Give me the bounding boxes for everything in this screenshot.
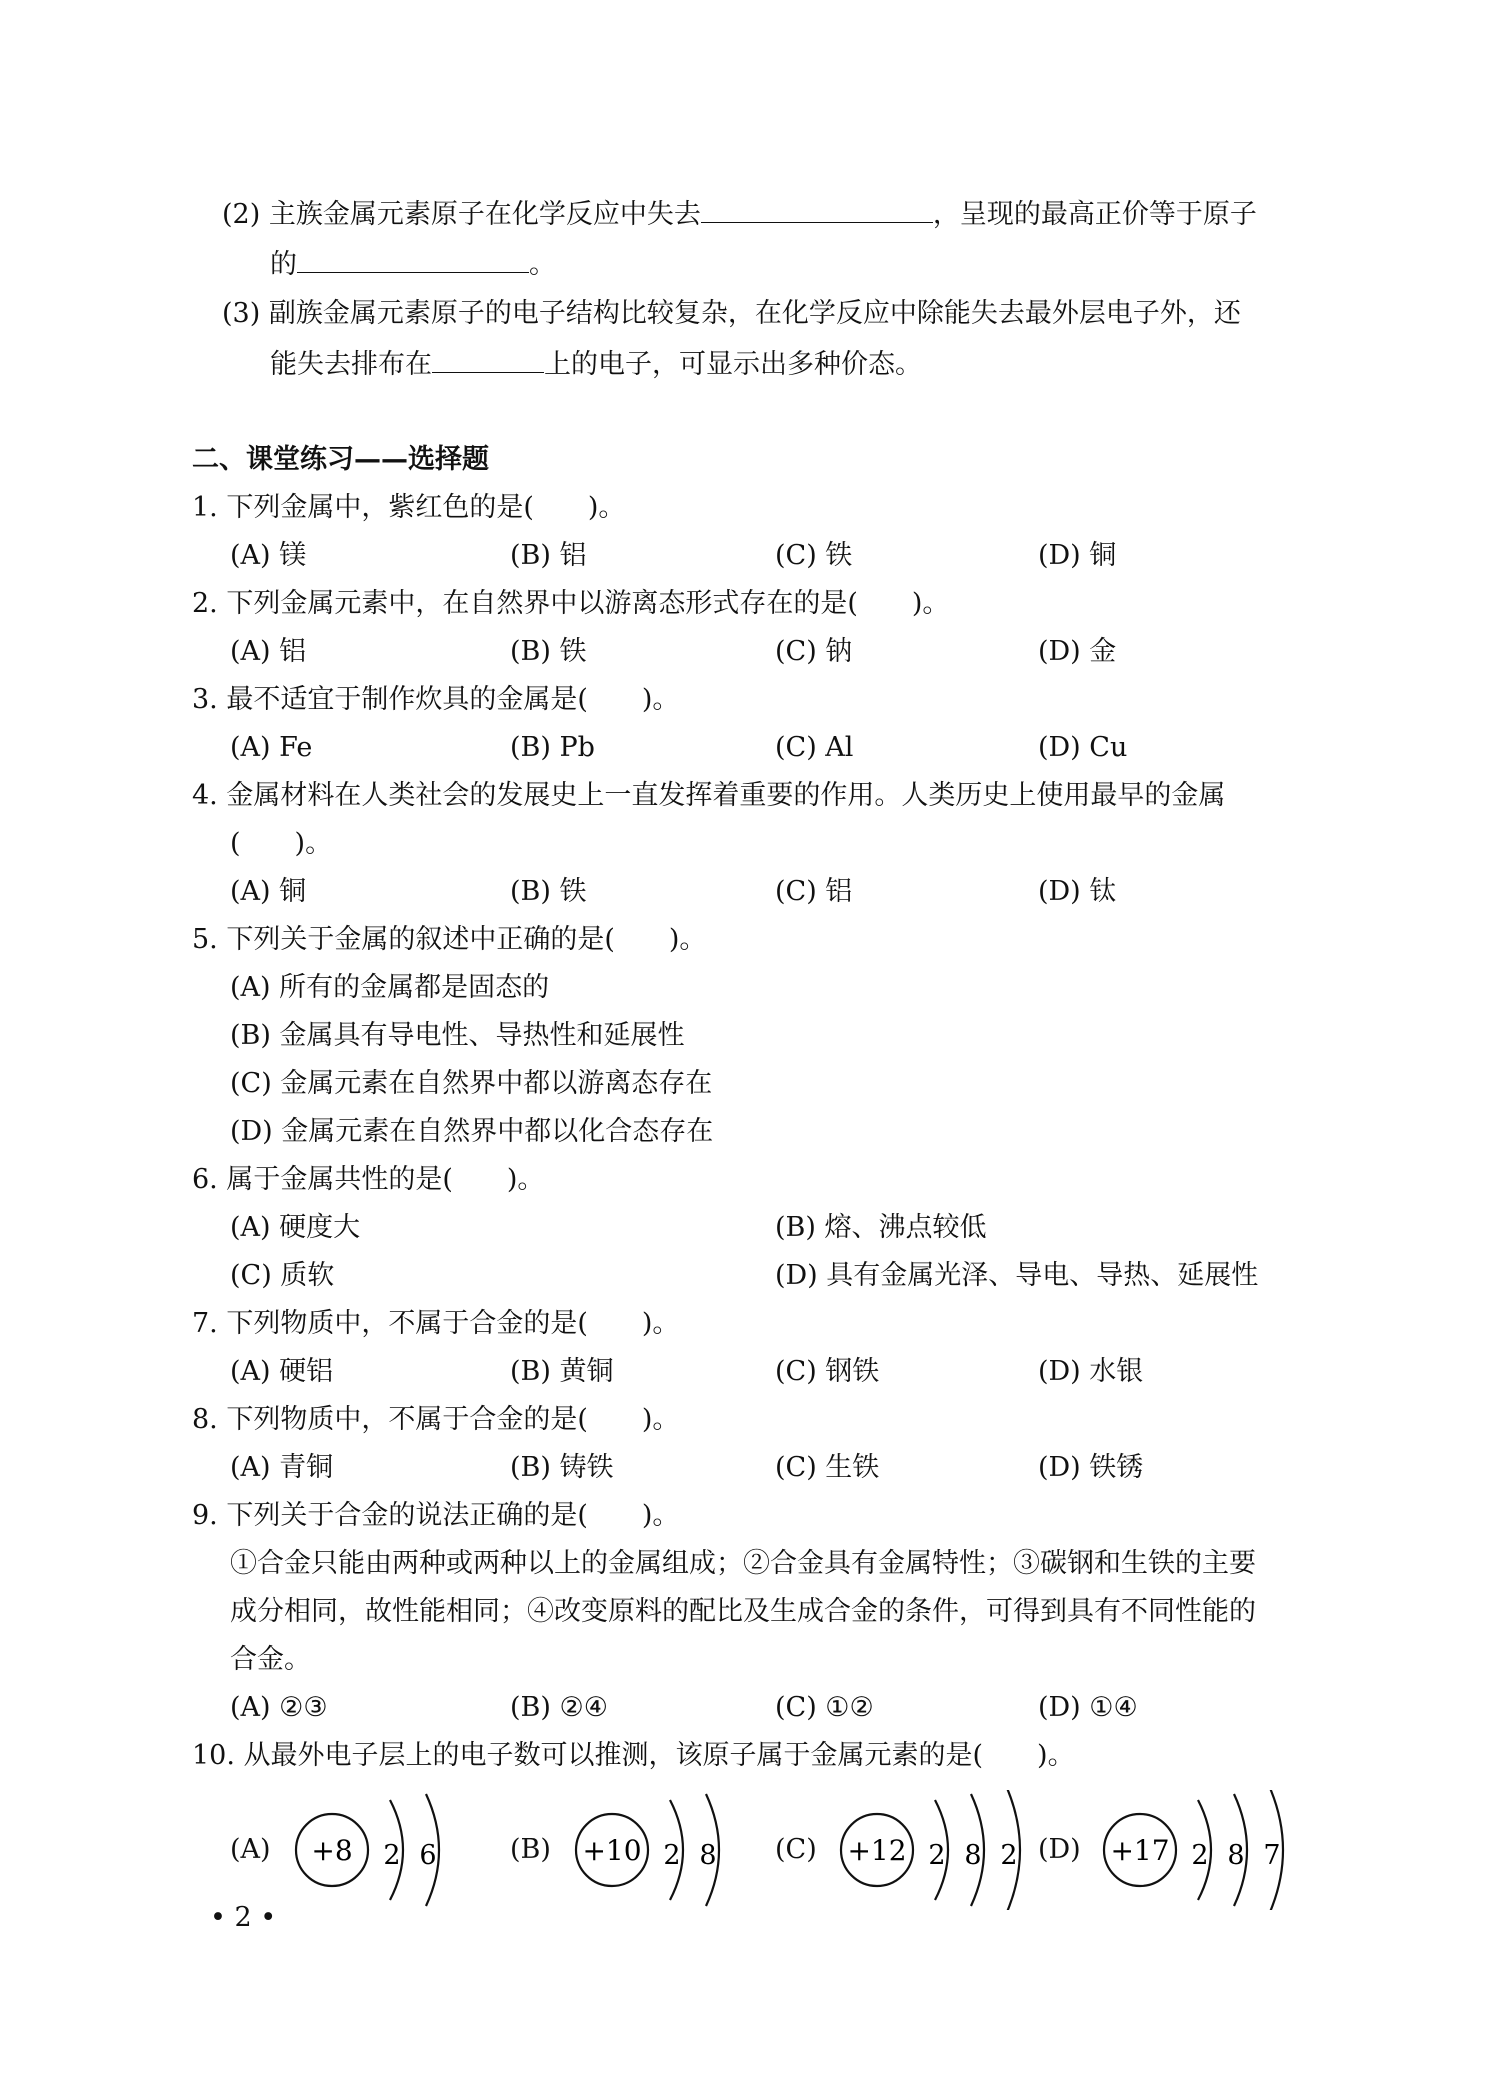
question-10-stem: 10. 从最外电子层上的电子数可以推测，该原子属于金属元素的是( )。 xyxy=(192,1740,1075,1771)
shell-electron-count: 8 xyxy=(964,1840,982,1871)
q7-option-a[interactable]: (A) 硬铝 xyxy=(230,1356,334,1387)
item2-line2 xyxy=(270,246,556,283)
q6-option-d[interactable]: (D) 具有金属光泽、导电、导热、延展性 xyxy=(775,1260,1259,1291)
atom-option-label[interactable]: (B) xyxy=(510,1834,551,1865)
item2-line1 xyxy=(222,196,1257,233)
item3-text-pre2: 能失去排布在 xyxy=(270,349,432,380)
q4-option-d[interactable]: (D) 钛 xyxy=(1038,876,1117,907)
question-6-stem: 6. 属于金属共性的是( )。 xyxy=(192,1164,545,1195)
item2-text-pre2: 的 xyxy=(270,249,297,280)
atom-structure-diagram xyxy=(570,1790,772,1910)
q3-option-d[interactable]: (D) Cu xyxy=(1038,732,1128,763)
q3-option-a[interactable]: (A) Fe xyxy=(230,732,313,763)
shell-electron-count: 8 xyxy=(699,1840,717,1871)
q9-option-b[interactable]: (B) ②④ xyxy=(510,1692,608,1723)
question-2-stem: 2. 下列金属元素中，在自然界中以游离态形式存在的是( )。 xyxy=(192,588,950,619)
q7-option-d[interactable]: (D) 水银 xyxy=(1038,1356,1144,1387)
shell-electron-count: 2 xyxy=(383,1840,401,1871)
shell-electron-count: 2 xyxy=(663,1840,681,1871)
page-number: • 2 • xyxy=(210,1902,277,1933)
question-9-body-line: 合金。 xyxy=(230,1644,311,1675)
q3-option-b[interactable]: (B) Pb xyxy=(510,732,595,763)
item3-text-post2: 上的电子，可显示出多种价态。 xyxy=(544,349,922,380)
item3-line2 xyxy=(270,346,922,383)
q8-option-a[interactable]: (A) 青铜 xyxy=(230,1452,334,1483)
question-9-stem: 9. 下列关于合金的说法正确的是( )。 xyxy=(192,1500,680,1531)
nucleus-charge: +17 xyxy=(1110,1834,1170,1867)
question-4-stem: 4. 金属材料在人类社会的发展史上一直发挥着重要的作用。人类历史上使用最早的金属 xyxy=(192,780,1226,811)
q4-option-c[interactable]: (C) 铝 xyxy=(775,876,853,907)
q5-option-b[interactable]: (B) 金属具有导电性、导热性和延展性 xyxy=(230,1020,685,1051)
item2-text-post: ，呈现的最高正价等于原子 xyxy=(932,199,1257,230)
item2-text-pre: 主族金属元素原子在化学反应中失去 xyxy=(268,199,701,230)
atom-option-label[interactable]: (D) xyxy=(1038,1834,1081,1865)
atom-structure-diagram xyxy=(1098,1790,1338,1910)
q1-option-d[interactable]: (D) 铜 xyxy=(1038,540,1117,571)
q4-option-a[interactable]: (A) 铜 xyxy=(230,876,307,907)
question-1-stem: 1. 下列金属中，紫红色的是( )。 xyxy=(192,492,626,523)
item2-number: (2) xyxy=(222,199,261,230)
shell-electron-count: 8 xyxy=(1227,1840,1245,1871)
q3-option-c[interactable]: (C) Al xyxy=(775,732,854,763)
section-title: 二、课堂练习——选择题 xyxy=(192,444,489,475)
answer-blank[interactable] xyxy=(701,196,933,223)
answer-blank[interactable] xyxy=(297,246,529,273)
item3-text: 副族金属元素原子的电子结构比较复杂，在化学反应中除能失去最外层电子外，还 xyxy=(268,298,1241,329)
atom-option-label[interactable]: (C) xyxy=(775,1834,817,1865)
shell-electron-count: 7 xyxy=(1263,1840,1281,1871)
shell-electron-count: 6 xyxy=(419,1840,437,1871)
q1-option-c[interactable]: (C) 铁 xyxy=(775,540,853,571)
question-3-stem: 3. 最不适宜于制作炊具的金属是( )。 xyxy=(192,684,680,715)
question-9-body-line: ①合金只能由两种或两种以上的金属组成；②合金具有金属特性；③碳钢和生铁的主要 xyxy=(230,1548,1256,1579)
question-5-stem: 5. 下列关于金属的叙述中正确的是( )。 xyxy=(192,924,707,955)
q4-option-b[interactable]: (B) 铁 xyxy=(510,876,587,907)
q6-option-b[interactable]: (B) 熔、沸点较低 xyxy=(775,1212,987,1243)
q7-option-b[interactable]: (B) 黄铜 xyxy=(510,1356,614,1387)
q9-option-d[interactable]: (D) ①④ xyxy=(1038,1692,1138,1723)
q9-option-a[interactable]: (A) ②③ xyxy=(230,1692,328,1723)
q6-option-a[interactable]: (A) 硬度大 xyxy=(230,1212,361,1243)
atom-structure-diagram xyxy=(290,1790,492,1910)
atom-option-label[interactable]: (A) xyxy=(230,1834,271,1865)
answer-blank[interactable] xyxy=(432,346,544,373)
q7-option-c[interactable]: (C) 钢铁 xyxy=(775,1356,880,1387)
nucleus-charge: +8 xyxy=(311,1834,353,1867)
shell-electron-count: 2 xyxy=(928,1840,946,1871)
q2-option-d[interactable]: (D) 金 xyxy=(1038,636,1117,667)
q1-option-a[interactable]: (A) 镁 xyxy=(230,540,307,571)
nucleus-charge: +10 xyxy=(582,1834,642,1867)
question-4-stem-cont: ( )。 xyxy=(230,828,333,859)
question-9-body-line: 成分相同，故性能相同；④改变原料的配比及生成合金的条件，可得到具有不同性能的 xyxy=(230,1596,1256,1627)
shell-electron-count: 2 xyxy=(1000,1840,1018,1871)
q6-option-c[interactable]: (C) 质软 xyxy=(230,1260,335,1291)
shell-electron-count: 2 xyxy=(1191,1840,1209,1871)
q5-option-d[interactable]: (D) 金属元素在自然界中都以化合态存在 xyxy=(230,1116,714,1147)
q2-option-c[interactable]: (C) 钠 xyxy=(775,636,853,667)
q8-option-b[interactable]: (B) 铸铁 xyxy=(510,1452,614,1483)
q8-option-d[interactable]: (D) 铁锈 xyxy=(1038,1452,1144,1483)
q5-option-c[interactable]: (C) 金属元素在自然界中都以游离态存在 xyxy=(230,1068,713,1099)
q9-option-c[interactable]: (C) ①② xyxy=(775,1692,874,1723)
item3-number: (3) xyxy=(222,298,261,329)
q2-option-b[interactable]: (B) 铁 xyxy=(510,636,587,667)
item3-line1 xyxy=(222,296,1241,332)
q1-option-b[interactable]: (B) 铝 xyxy=(510,540,587,571)
question-7-stem: 7. 下列物质中，不属于合金的是( )。 xyxy=(192,1308,680,1339)
q8-option-c[interactable]: (C) 生铁 xyxy=(775,1452,880,1483)
q2-option-a[interactable]: (A) 铝 xyxy=(230,636,307,667)
nucleus-charge: +12 xyxy=(847,1834,907,1867)
q5-option-a[interactable]: (A) 所有的金属都是固态的 xyxy=(230,972,550,1003)
item2-text-post2: 。 xyxy=(529,249,556,280)
question-8-stem: 8. 下列物质中，不属于合金的是( )。 xyxy=(192,1404,680,1435)
